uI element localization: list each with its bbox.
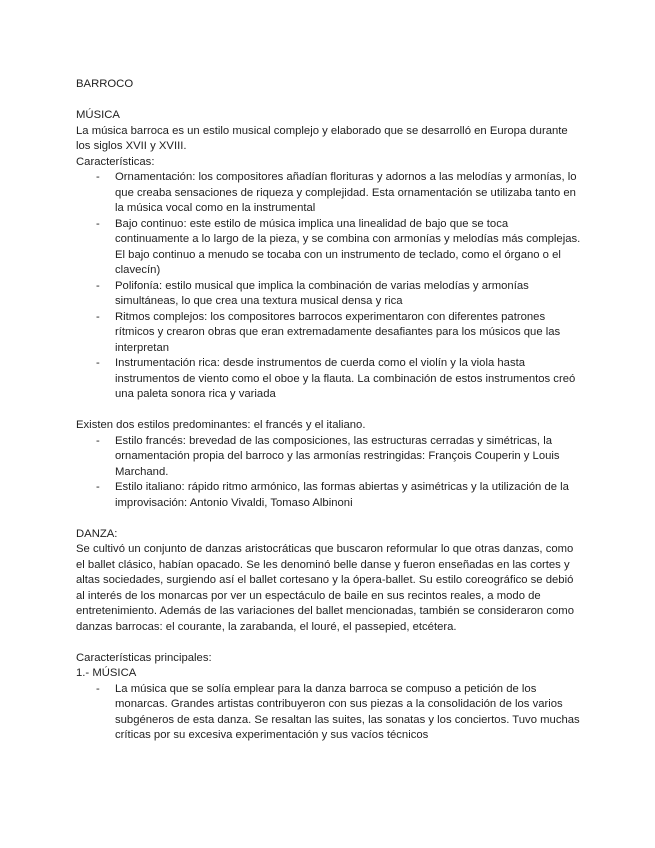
estilos-intro: Existen dos estilos predominantes: el francés y el italiano.: [76, 419, 366, 431]
list-item-text: Estilo italiano: rápido ritmo armónico, las formas abiertas y asimétricas y la utilización de la improvisación: Antonio Vivaldi, Tomaso Albinoni: [115, 481, 569, 509]
spacer: [76, 511, 581, 527]
spacer: [76, 403, 581, 419]
dash-bullet: -: [96, 434, 100, 447]
caracteristicas-label: Características:: [76, 155, 155, 168]
dash-bullet: -: [96, 481, 100, 493]
dash-bullet: -: [96, 279, 100, 292]
list-item-text: Ritmos complejos: los compositores barrocos experimentaron con diferentes patrones rítmicos y crearon obras que eran extremadamente desafiantes para los músicos que las interpretan: [115, 310, 561, 354]
section-heading-musica: MÚSICA: [76, 109, 120, 121]
spacer: [76, 635, 581, 651]
danza-body: Se cultivó un conjunto de danzas aristocráticas que buscaron reformular lo que otras danzas, como el ballet clásico, habían opacado. Se les denominó belle danse y fueron enseñadas en las cortes y altas sociedades, surgiendo así el ballet cortesano y la ópera-ballet. Su estilo coreográfico se debió al interés de los monarcas por ver un espectáculo de baile en sus recintos reales, a modo de entretenimiento. Además de las variaciones del ballet mencionadas, también se consideraron como danzas barrocas: el courante, la zarabanda, el louré, el passepied, etcétera.: [76, 543, 574, 633]
list-item: [76, 217, 581, 279]
dash-bullet: -: [96, 310, 100, 323]
list-item: [76, 310, 581, 357]
list-item: [76, 356, 581, 403]
list-item: [76, 434, 581, 481]
sub-heading-musica: 1.- MÚSICA: [76, 667, 137, 679]
dash-bullet: -: [96, 357, 100, 369]
list-item: [76, 279, 581, 310]
estilos-list: [76, 434, 581, 512]
list-item: [76, 170, 581, 217]
list-item-text: Bajo continuo: este estilo de música implica una linealidad de bajo que se toca continuamente a lo largo de la pieza, y se combina con armonías y melodías más complejas. El bajo continuo a menudo se tocaba con un instrumento de teclado, como el órgano o el clavecín): [115, 217, 581, 276]
dash-bullet: -: [96, 171, 100, 183]
dash-bullet: -: [96, 217, 100, 230]
list-item-text: Instrumentación rica: desde instrumentos de cuerda como el violín y la viola hasta instrumentos de viento como el oboe y la flauta. La combinación de estos instrumentos creó una paleta sonora rica y variada: [115, 357, 576, 400]
danza-musica-list: [76, 682, 581, 744]
list-item: [76, 682, 581, 744]
document-page: [76, 77, 581, 744]
list-item: [76, 480, 581, 511]
list-item-text: La música que se solía emplear para la danza barroca se compuso a petición de los monarcas. Grandes artistas contribuyeron con sus piezas a la consolidación de los varios subgéneros de esta danza. Se resaltan las suites, las sonatas y los conciertos. Tuvo muchas críticas por su excesiva experimentación y sus vacíos técnicos: [115, 682, 580, 741]
list-item-text: Ornamentación: los compositores añadían florituras y adornos a las melodías y armonías, lo que creaba sensaciones de riqueza y complejidad. Esta ornamentación se utilizaba tanto en la música vocal como en la instrumental: [115, 171, 577, 214]
dash-bullet: -: [96, 682, 100, 695]
caracteristicas-list: [76, 170, 581, 403]
section-heading-danza: DANZA:: [76, 527, 118, 540]
musica-intro: La música barroca es un estilo musical complejo y elaborado que se desarrolló en Europa durante los siglos XVII y XVIII.: [76, 124, 568, 152]
spacer: [76, 93, 581, 109]
document-title: BARROCO: [76, 78, 134, 90]
list-item-text: Estilo francés: brevedad de las composiciones, las estructuras cerradas y simétricas, la ornamentación propia del barroco y las armonías restringidas: François Couperin y Louis Marchand.: [115, 434, 560, 478]
list-item-text: Polifonía: estilo musical que implica la combinación de varias melodías y armonías simultáneas, lo que crea una textura musical densa y rica: [115, 279, 529, 307]
principales-label: Características principales:: [76, 651, 212, 664]
